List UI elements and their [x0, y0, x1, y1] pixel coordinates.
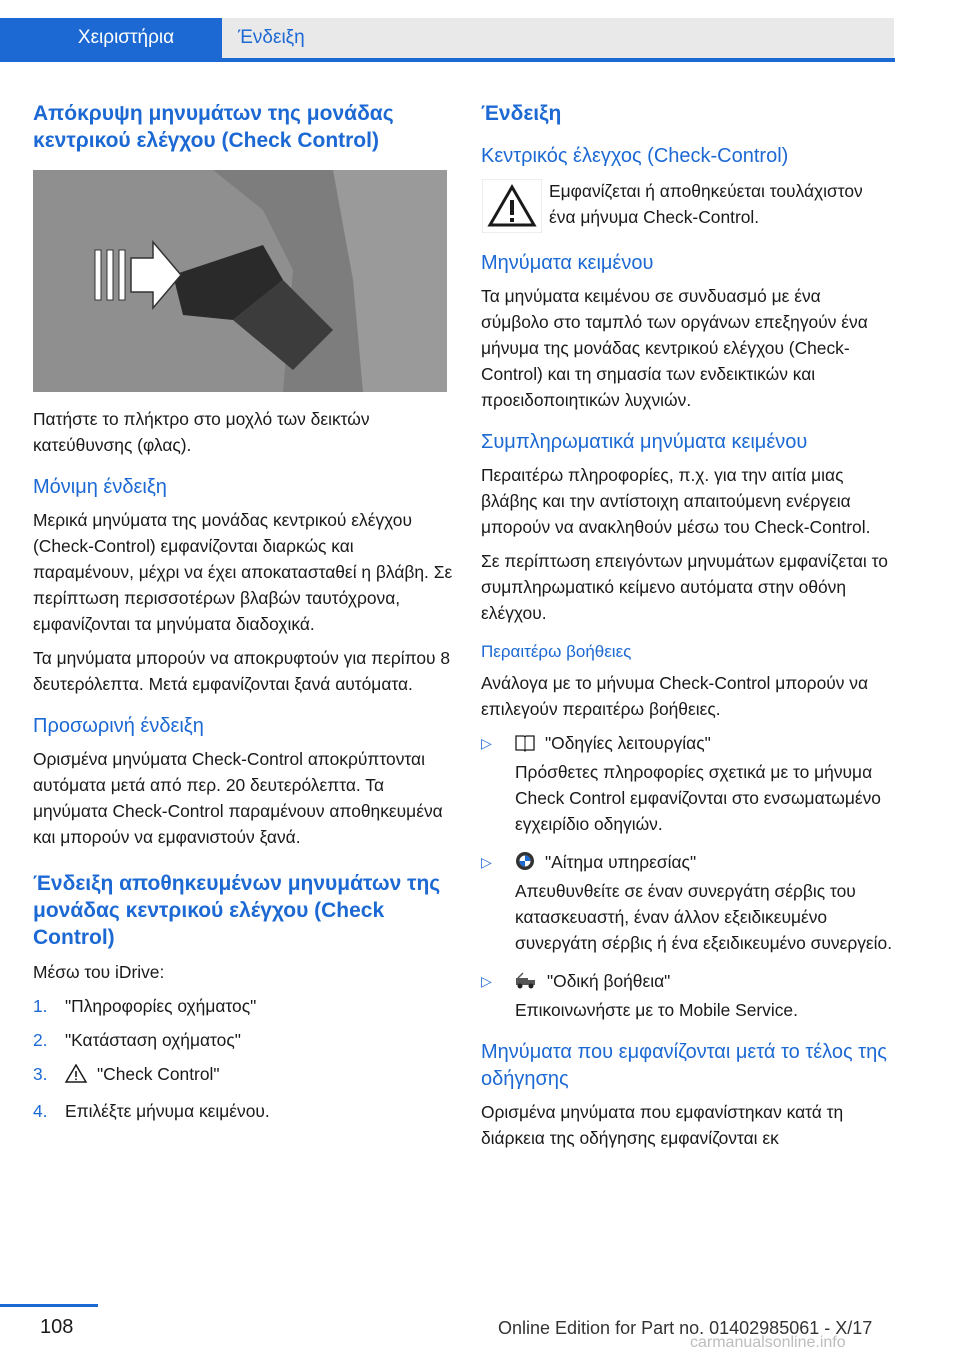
page-number: 108	[40, 1316, 74, 1338]
help-options-list	[481, 730, 893, 1023]
step-item: 2. "Κατάσταση οχήματος"	[33, 1030, 241, 1050]
watermark: carmanualsonline.info	[690, 1334, 846, 1351]
text-messages-text: Τα μηνύματα κειμένου σε συνδυασμό με ένα σύμβολο στο ταμπλό των οργάνων επεξηγούν ένα μήνυμα της μονάδας κεντρικού ελέγχου (Check-Control) και τη σημασία των ενδεικτικών και προειδοποιητικών λυχνιών.	[481, 286, 868, 410]
permanent-display-heading: Μόνιμη ένδειξη	[33, 476, 167, 498]
warning-triangle-icon	[65, 1064, 87, 1090]
step-item: 1. "Πληροφορίες οχήματος"	[33, 996, 257, 1016]
help-item-description: Πρόσθετες πληροφορίες σχετικά με το μήνυμα Check Control εμφανίζονται στο ενσωματωμένο εγχειρίδιο οδηγιών.	[515, 762, 881, 834]
idrive-intro: Μέσω του iDrive:	[33, 962, 165, 982]
help-item-service-request: ▷ "Αίτημα υπηρεσίας" Απευθυνθείτε σε έναν συνεργάτη σέρβις του κατασκευαστή, έναν άλλον εξειδικευμένο συνεργάτη σέρβις ή ένα εξειδικευμένο συνεργείο.	[481, 849, 893, 956]
header-rule	[0, 58, 895, 62]
bullet-triangle-icon: ▷	[481, 854, 492, 870]
check-control-text: Εμφανίζεται ή αποθηκεύεται τουλάχιστον ένα μήνυμα Check-Control.	[549, 181, 863, 227]
tow-truck-icon	[515, 971, 537, 997]
display-title: Ένδειξη	[481, 102, 562, 125]
idrive-steps	[33, 993, 453, 1124]
help-item-description: Απευθυνθείτε σε έναν συνεργάτη σέρβις του κατασκευαστή, έναν άλλον εξειδικευμένο συνεργάτη σέρβις ή ένα εξειδικευμένο συνεργείο.	[515, 881, 893, 953]
further-help-heading: Περαιτέρω βοήθειες	[481, 642, 632, 661]
after-driving-heading: Μηνύματα που εμφανίζονται μετά το τέλος της οδήγησης	[481, 1041, 887, 1090]
footer-rule	[0, 1304, 98, 1307]
check-control-note	[481, 178, 893, 234]
step-item: 3. "Check Control"	[33, 1061, 453, 1090]
lever-illustration	[33, 170, 447, 392]
permanent-display-text-1: Μερικά μηνύματα της μονάδας κεντρικού ελέγχου (Check-Control) εμφανίζονται διαρκώς και παραμένουν, μέχρι να έχει αποκατασταθεί η βλάβη. Σε περίπτωση περισσοτέρων βλαβών ταυτόχρονα, εμφανίζονται τα μηνύματα διαδοχικά.	[33, 510, 453, 634]
temporary-display-heading: Προσωρινή ένδειξη	[33, 715, 204, 737]
right-column	[481, 100, 893, 1159]
tab-display[interactable]: Ένδειξη	[222, 18, 894, 58]
check-control-heading: Κεντρικός έλεγχος (Check-Control)	[481, 145, 789, 167]
edition-info: Online Edition for Part no. 01402985061 - X/17	[498, 1318, 873, 1338]
additional-messages-heading: Συμπληρωματικά μηνύματα κειμένου	[481, 431, 808, 453]
temporary-display-text: Ορισμένα μηνύματα Check-Control αποκρύπτονται αυτόματα μετά από περ. 20 δευτερόλεπτα. Τα μηνύματα Check-Control παραμένουν αποθηκευμένα και μπορούν να εμφανιστούν ξανά.	[33, 749, 443, 847]
help-item-manual: ▷ "Οδηγίες λειτουργίας" Πρόσθετες πληροφορίες σχετικά με το μήνυμα Check Control εμφανίζονται στο ενσωματωμένο εγχειρίδιο οδηγιών.	[481, 730, 893, 837]
book-icon	[515, 733, 535, 759]
hide-messages-title: Απόκρυψη μηνυμάτων της μονάδας κεντρικού ελέγχου (Check Control)	[33, 102, 394, 152]
help-item-description: Επικοινωνήστε με το Mobile Service.	[515, 1000, 798, 1020]
turn-signal-lever-photo	[33, 170, 447, 392]
top-navigation	[0, 0, 960, 62]
warning-triangle-icon	[481, 178, 543, 234]
text-messages-heading: Μηνύματα κειμένου	[481, 252, 654, 274]
help-item-roadside-assistance: ▷ "Οδική βοήθεια" Επικοινωνήστε με το Mobile Service.	[481, 968, 893, 1023]
stored-messages-title: Ένδειξη αποθηκευμένων μηνυμάτων της μονάδας κεντρικού ελέγχου (Check Control)	[33, 872, 441, 949]
further-help-text: Ανάλογα με το μήνυμα Check-Control μπορούν να επιλεγούν περαιτέρω βοήθειες.	[481, 673, 869, 719]
bullet-triangle-icon: ▷	[481, 973, 492, 989]
additional-messages-text-1: Περαιτέρω πληροφορίες, π.χ. για την αιτία μιας βλάβης και την αντίστοιχη απαιτούμενη ενέργεια μπορούν να ανακληθούν μέσω του Check-Control.	[481, 465, 871, 537]
photo-caption: Πατήστε το πλήκτρο στο μοχλό των δεικτών κατεύθυνσης (φλας).	[33, 409, 370, 455]
bmw-logo-icon	[515, 851, 535, 878]
bullet-triangle-icon: ▷	[481, 735, 492, 751]
after-driving-text: Ορισμένα μηνύματα που εμφανίστηκαν κατά τη διάρκεια της οδήγησης εμφανίζονται εκ	[481, 1102, 844, 1148]
left-column	[33, 100, 453, 1132]
step-item: 4. Επιλέξτε μήνυμα κειμένου.	[33, 1101, 270, 1121]
tab-controls[interactable]: Χειριστήρια	[0, 18, 222, 58]
additional-messages-text-2: Σε περίπτωση επειγόντων μηνυμάτων εμφανίζεται το συμπληρωματικό κείμενο αυτόματα στην οθόνη ελέγχου.	[481, 551, 888, 623]
permanent-display-text-2: Τα μηνύματα μπορούν να αποκρυφτούν για περίπου 8 δευτερόλεπτα. Μετά εμφανίζονται ξανά αυτόματα.	[33, 648, 451, 694]
